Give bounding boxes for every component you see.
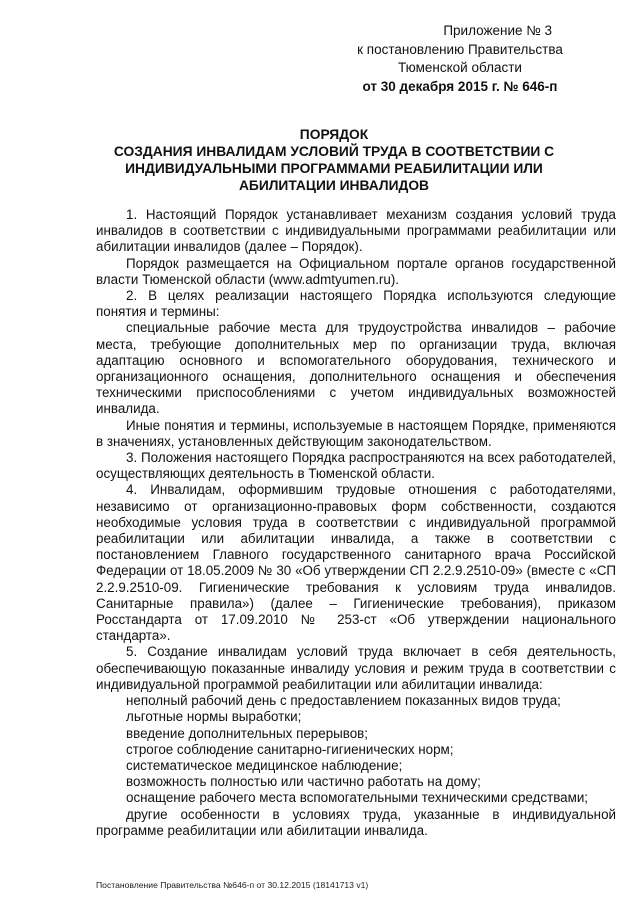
title-line: АБИЛИТАЦИИ ИНВАЛИДОВ <box>238 178 430 193</box>
title-line: ПОРЯДОК <box>299 127 369 142</box>
paragraph-other-terms: Иные понятия и термины, используемые в настоящем Порядке, применяются в значениях, установленных действующим законодательством. <box>96 417 616 449</box>
document-title <box>96 126 572 194</box>
list-item: оснащение рабочего места вспомогательными техническими средствами; <box>126 790 589 806</box>
list-item: введение дополнительных перерывов; <box>126 725 369 741</box>
document-body <box>96 207 616 839</box>
list-item: возможность полностью или частично работать на дому; <box>126 774 481 790</box>
appendix-date: от 30 декабря 2015 г. № 646-п <box>362 78 558 94</box>
list-item: строгое соблюдение санитарно-гигиенических норм; <box>126 741 454 757</box>
paragraph-4: 4. Инвалидам, оформившим трудовые отношения с работодателями, независимо от организационно-правовых форм собственности, создаются необходимые условия труда в соответствии с индивидуальной программой реабилитации или абилитации инвалида, а также в соответствии с постановлением Главного государственного санитарного врача Российской Федерации от 18.05.2009 № 30 «Об утверждении СП 2.2.9.2510-09» (вместе с «СП 2.2.9.2510-09. Гигиенические требования к условиям труда инвалидов. Санитарные правила») (далее – Гигиенические требования), приказом Росстандарта от 17.09.2010 № 253-ст «Об утверждении национального стандарта». <box>96 482 616 644</box>
document-footer: Постановление Правительства №646-п от 30.12.2015 (18141713 v1) <box>96 880 369 890</box>
paragraph-5: 5. Создание инвалидам условий труда включает в себя деятельность, обеспечивающую показанные инвалиду условия и режим труда в соответствии с индивидуальной программой реабилитации или абилитации инвалида: <box>96 644 616 692</box>
title-line: СОЗДАНИЯ ИНВАЛИДАМ УСЛОВИЙ ТРУДА В СООТВЕТСТВИИ С <box>113 144 555 159</box>
paragraph-3: 2. В целях реализации настоящего Порядка используются следующие понятия и термины: <box>96 288 616 320</box>
appendix-header <box>330 22 590 96</box>
list-item: неполный рабочий день с предоставлением показанных видов труда; <box>126 693 561 709</box>
appendix-resolution: к постановлению Правительства <box>357 41 563 57</box>
appendix-number: Приложение № 3 <box>443 23 552 38</box>
list-item: льготные нормы выработки; <box>126 709 302 725</box>
paragraph-2: Порядок размещается на Официальном портале органов государственной власти Тюменской области (www.admtyumen.ru). <box>96 255 616 287</box>
paragraph-3-scope: 3. Положения настоящего Порядка распространяются на всех работодателей, осуществляющих деятельность в Тюменской области. <box>96 450 616 482</box>
paragraph-definition: специальные рабочие места для трудоустройства инвалидов – рабочие места, требующие дополнительных мер по организации труда, включая адаптацию основного и вспомогательного оборудования, технического и организационного оснащения, дополнительного оснащения и обеспечения техническими приспособлениями с учетом индивидуальных возможностей инвалида. <box>96 320 616 417</box>
title-line: ИНДИВИДУАЛЬНЫМИ ПРОГРАММАМИ РЕАБИЛИТАЦИИ ИЛИ <box>125 161 543 176</box>
paragraph-other-features: другие особенности в условиях труда, указанные в индивидуальной программе реабилитации или абилитации инвалида. <box>96 806 616 838</box>
list-item: систематическое медицинское наблюдение; <box>126 757 403 773</box>
appendix-region: Тюменской области <box>398 60 522 75</box>
paragraph-1: 1. Настоящий Порядок устанавливает механизм создания условий труда инвалидов в соответствии с индивидуальными программами реабилитации или абилитации инвалидов (далее – Порядок). <box>96 207 616 255</box>
